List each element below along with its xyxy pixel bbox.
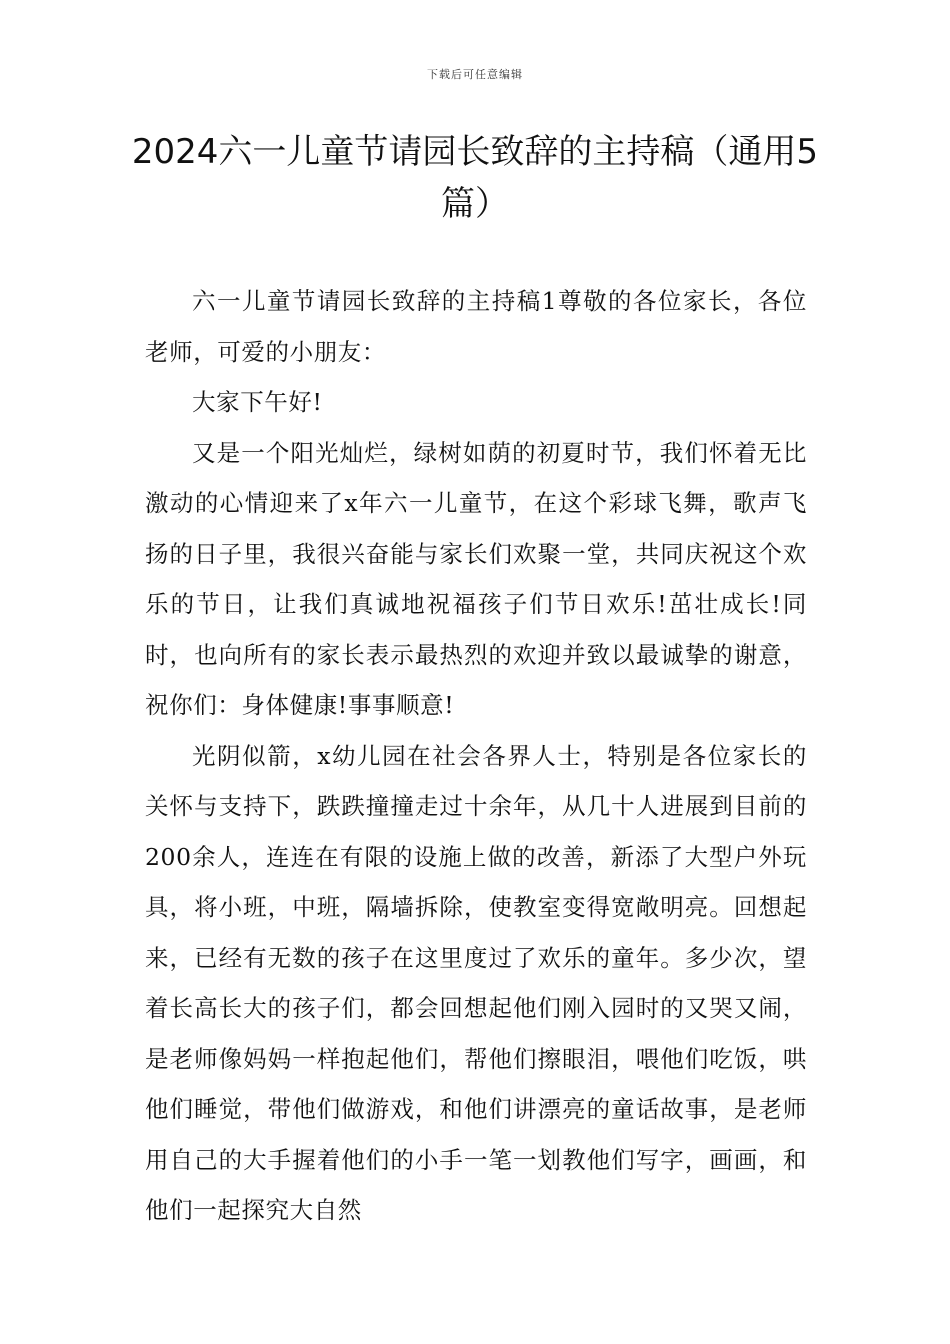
header-note: 下载后可任意编辑	[427, 68, 523, 81]
paragraph: 又是一个阳光灿烂，绿树如荫的初夏时节，我们怀着无比激动的心情迎来了x年六一儿童节，在这个彩球飞舞，歌声飞扬的日子里，我很兴奋能与家长们欢聚一堂，共同庆祝这个欢乐的节日，让我们真诚地祝福孩子们节日欢乐!茁壮成长!同时，也向所有的家长表示最热烈的欢迎并致以最诚挚的谢意，祝你们：身体健康!事事顺意!	[145, 438, 807, 719]
page-title: 2024六一儿童节请园长致辞的主持稿（通用5篇）	[131, 132, 819, 224]
paragraph: 光阴似箭，x幼儿园在社会各界人士，特别是各位家长的关怀与支持下，跌跌撞撞走过十余年，从几十人进展到目前的200余人，连连在有限的设施上做的改善，新添了大型户外玩具，将小班，中班，隔墙拆除，使教室变得宽敞明亮。回想起来，已经有无数的孩子在这里度过了欢乐的童年。多少次，望着长高长大的孩子们，都会回想起他们刚入园时的又哭又闹，是老师像妈妈一样抱起他们，帮他们擦眼泪，喂他们吃饭，哄他们睡觉，带他们做游戏，和他们讲漂亮的童话故事，是老师用自己的大手握着他们的小手一笔一划教他们写字，画画，和他们一起探究大自然	[145, 741, 807, 1224]
document-body	[145, 276, 807, 1236]
paragraph: 六一儿童节请园长致辞的主持稿1尊敬的各位家长，各位老师，可爱的小朋友：	[145, 287, 807, 366]
paragraph: 大家下午好!	[192, 388, 323, 416]
